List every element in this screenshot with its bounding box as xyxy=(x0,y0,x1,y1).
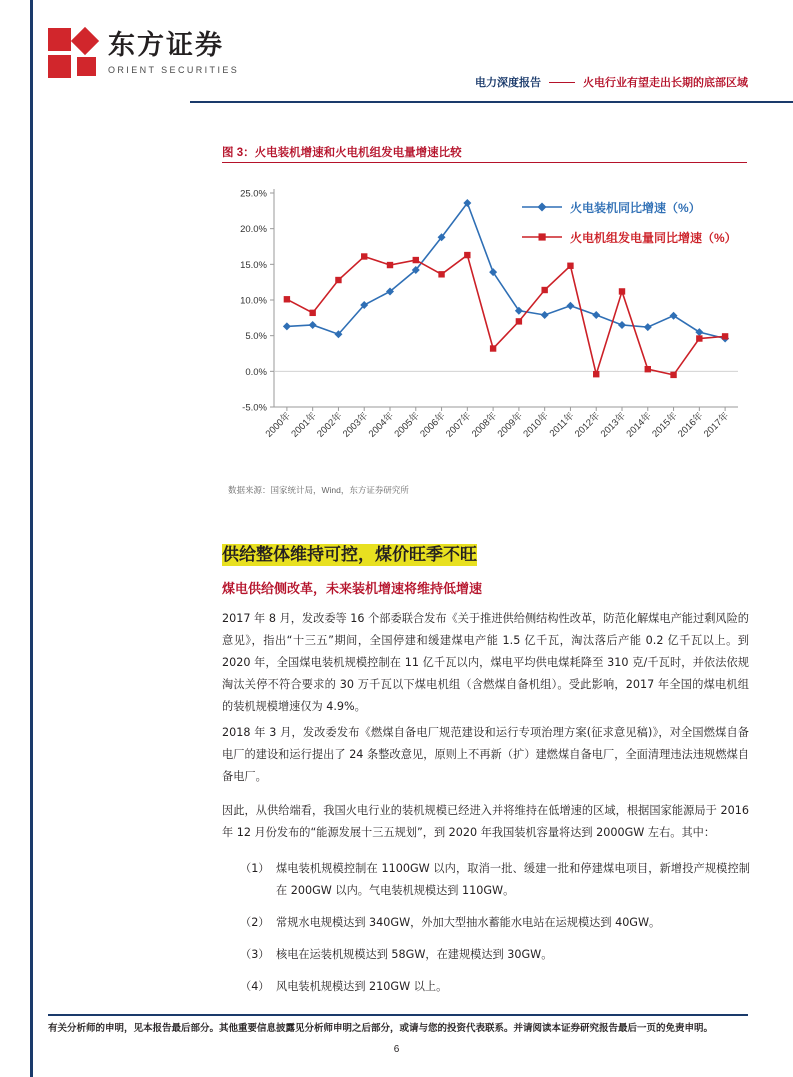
x-tick-label: 2011年 xyxy=(547,410,577,440)
series-marker xyxy=(619,288,625,294)
company-logo xyxy=(48,28,239,78)
x-tick-label: 2001年 xyxy=(289,410,319,440)
y-tick-label: 25.0% xyxy=(240,188,267,200)
figure-source: 数据来源：国家统计局，Wind，东方证券研究所 xyxy=(228,485,409,495)
series-marker xyxy=(618,321,626,329)
paragraph-2: 2018 年 3 月，发改委发布《燃煤自备电厂规范建设和运行专项治理方案(征求意见稿)》，对全国燃煤自备电厂的建设和运行提出了 24 条整改意见，原则上不再新（扩）建燃煤自备电厂，全面清理违法违规燃煤自备电厂。 xyxy=(222,726,749,783)
paragraph-1: 2017 年 8 月，发改委等 16 个部委联合发布《关于推进供给侧结构性改革，防范化解煤电产能过剩风险的意见》，指出“十三五”期间，全国停建和缓建煤电产能 1.5 亿千瓦，淘汰落后产能 0.2 亿千瓦以上。到 2020 年，全国煤电装机规模控制在 11 亿千瓦以内，煤电平均供电煤耗降至 310 克/千瓦时，并依法依规淘汰关停不符合要求的 30 万千瓦以下煤电机组（含燃煤自备机组）。受此影响，2017 年全国的煤电机组的装机规模增速仅为 4.9%。 xyxy=(222,612,749,713)
header-report-type: 电力深度报告 xyxy=(475,77,541,89)
series-marker xyxy=(593,371,599,377)
series-marker xyxy=(283,322,291,330)
list-item-number: （3） xyxy=(240,948,270,961)
series-marker xyxy=(592,311,600,319)
page-number: 6 xyxy=(393,1044,400,1055)
x-tick-label: 2006年 xyxy=(418,410,448,440)
y-tick-label: 5.0% xyxy=(245,331,267,343)
header-divider-dash xyxy=(549,82,575,83)
series-marker xyxy=(309,310,315,316)
list-item xyxy=(240,944,750,966)
footer-rule xyxy=(48,1014,748,1016)
series-marker xyxy=(722,333,728,339)
series-marker xyxy=(696,335,702,341)
section-heading-2: 煤电供给侧改革，未来装机增速将维持低增速 xyxy=(222,582,483,597)
list-item-text: 核电在运装机规模达到 58GW，在建规模达到 30GW。 xyxy=(276,948,553,961)
header-report-title: 火电行业有望走出长期的底部区域 xyxy=(583,77,748,89)
series-marker xyxy=(644,323,652,331)
list-item-number: （1） xyxy=(240,862,270,875)
x-tick-label: 2009年 xyxy=(495,410,526,440)
left-vertical-rule xyxy=(30,0,33,1077)
list-item-text: 风电装机规模达到 210GW 以上。 xyxy=(276,980,448,993)
series-marker xyxy=(361,253,367,259)
x-tick-label: 2003年 xyxy=(340,410,371,440)
series-marker xyxy=(566,302,574,310)
x-tick-label: 2002年 xyxy=(315,410,345,440)
series-marker xyxy=(387,262,393,268)
series-marker xyxy=(413,257,419,263)
x-tick-label: 2007年 xyxy=(444,410,474,440)
series-marker xyxy=(284,296,290,302)
series-marker xyxy=(670,372,676,378)
series-line xyxy=(287,203,725,339)
y-tick-label: 0.0% xyxy=(245,366,267,378)
legend-label-2: 火电机组发电量同比增速（%） xyxy=(570,231,737,245)
legend-marker-1 xyxy=(538,203,547,212)
figure-caption-rule xyxy=(222,162,747,163)
series-line xyxy=(287,255,725,375)
figure-caption: 图 3：火电装机增速和火电机组发电量增速比较 xyxy=(222,147,462,159)
list-item-number: （2） xyxy=(240,916,270,929)
series-marker xyxy=(490,345,496,351)
x-tick-label: 2000年 xyxy=(263,410,294,440)
series-marker xyxy=(567,263,573,269)
list-item xyxy=(240,912,750,934)
series-marker xyxy=(541,311,549,319)
x-tick-label: 2014年 xyxy=(624,410,654,440)
list-item-text: 常规水电规模达到 340GW，外加大型抽水蓄能水电站在运规模达到 40GW。 xyxy=(276,916,661,929)
logo-company-name-cn: 东方证券 xyxy=(108,30,224,62)
header-rule xyxy=(190,101,793,103)
x-tick-label: 2012年 xyxy=(572,410,603,440)
series-marker xyxy=(541,287,547,293)
x-tick-label: 2017年 xyxy=(701,410,732,440)
series-marker xyxy=(335,277,341,283)
x-tick-label: 2008年 xyxy=(469,410,500,440)
legend-label-1: 火电装机同比增速（%） xyxy=(570,201,701,215)
series-marker xyxy=(309,321,317,329)
x-tick-label: 2005年 xyxy=(392,410,422,440)
list-item xyxy=(240,976,750,998)
series-marker xyxy=(670,312,678,320)
x-tick-label: 2015年 xyxy=(650,410,680,440)
section-heading-1 xyxy=(222,540,477,565)
footer-disclaimer: 有关分析师的申明，见本报告最后部分。其他重要信息披露见分析师申明之后部分，或请与您的投资代表联系。并请阅读本证券研究报告最后一页的免责申明。 xyxy=(48,1023,714,1034)
paragraph-3: 因此，从供给端看，我国火电行业的装机规模已经进入并将维持在低增速的区域，根据国家能源局于 2016 年 12 月份发布的“能源发展十三五规划”，到 2020 年我国装机容量将达到 2000GW 左右。其中： xyxy=(222,804,749,839)
series-marker xyxy=(516,318,522,324)
header-report-info xyxy=(475,74,748,90)
y-tick-label: 15.0% xyxy=(240,259,267,271)
page-header xyxy=(48,28,748,102)
series-marker xyxy=(645,366,651,372)
y-tick-label: 20.0% xyxy=(240,224,267,236)
list-item xyxy=(240,858,750,902)
logo-company-name-en: ORIENT SECURITIES xyxy=(108,64,240,75)
series-marker xyxy=(464,252,470,258)
list-item-number: （4） xyxy=(240,980,270,993)
y-tick-label: 10.0% xyxy=(240,295,267,307)
series-marker xyxy=(438,271,444,277)
series-marker xyxy=(695,328,703,336)
list-item-text: 煤电装机规模控制在 1100GW 以内，取消一批、缓建一批和停建煤电项目，新增投产规模控制在 200GW 以内。气电装机规模达到 110GW。 xyxy=(276,862,750,897)
y-tick-label: -5.0% xyxy=(242,402,267,414)
chart-svg xyxy=(222,175,752,475)
x-tick-label: 2004年 xyxy=(366,410,397,440)
numbered-list xyxy=(240,858,750,1008)
x-tick-label: 2013年 xyxy=(598,410,629,440)
logo-mark-icon xyxy=(48,28,100,78)
x-tick-label: 2010年 xyxy=(521,410,551,440)
section-heading-1-text: 供给整体维持可控，煤价旺季不旺 xyxy=(222,545,477,565)
x-tick-label: 2016年 xyxy=(676,410,706,440)
legend-marker-2 xyxy=(539,233,546,240)
line-chart xyxy=(222,175,752,475)
